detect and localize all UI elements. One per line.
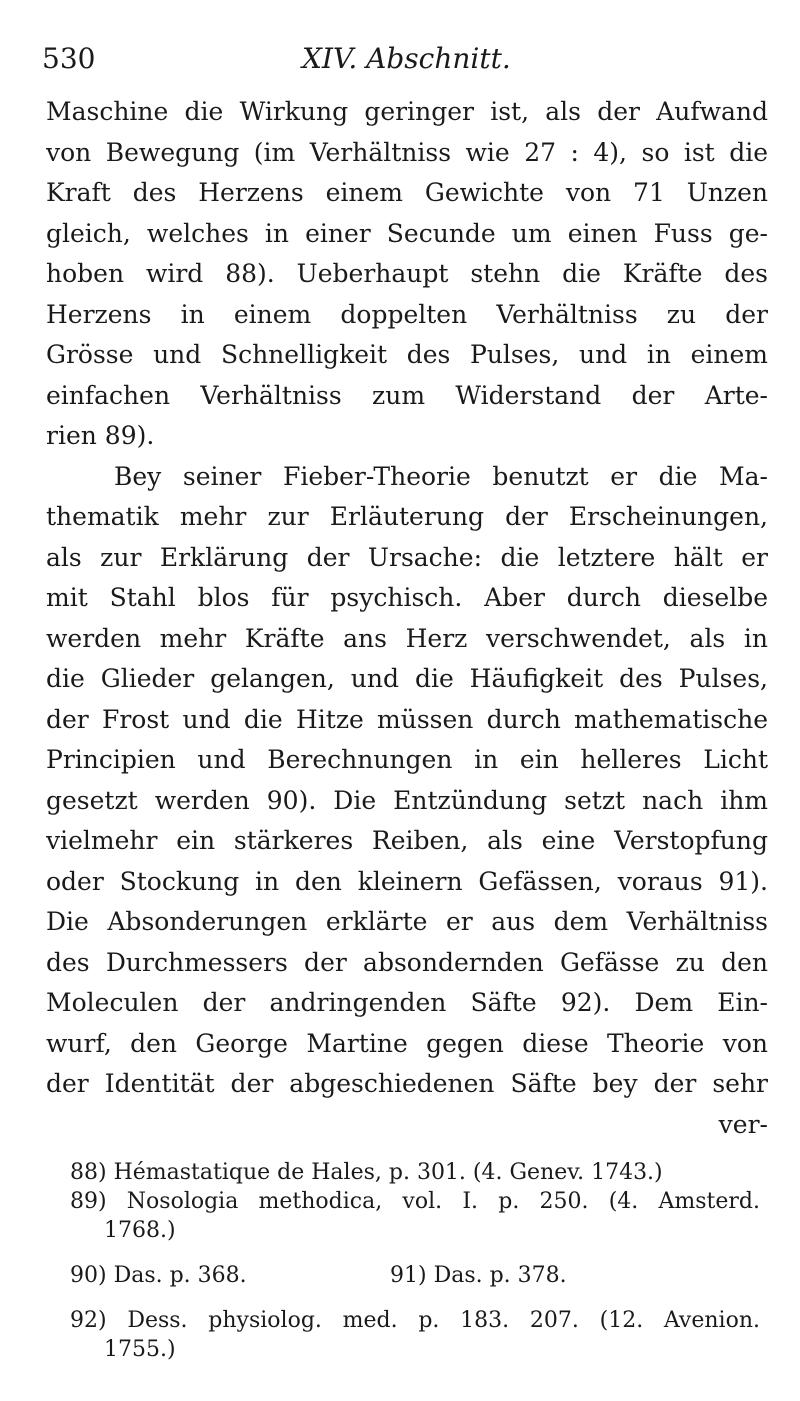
- footnotes: [70, 1158, 760, 1364]
- text-line: hoben wird 88). Ueberhaupt stehn die Kräfte des: [46, 259, 768, 288]
- text-line: Die Absonderungen erklärte er aus dem Verhältniss: [46, 907, 768, 936]
- page-header: [42, 36, 762, 82]
- text-line: Moleculen der andringenden Säfte 92). Dem Ein-: [46, 988, 768, 1017]
- text-line: Grösse und Schnelligkeit des Pulses, und in einem: [46, 340, 768, 369]
- footnote-88: 88) Hémastatique de Hales, p. 301. (4. Genev. 1743.): [70, 1160, 663, 1185]
- footnote-89: 89) Nosologia methodica, vol. I. p. 250. (4. Amsterd.: [70, 1189, 760, 1214]
- text-line: Kraft des Herzens einem Gewichte von 71 Unzen: [46, 178, 768, 207]
- footnote-92-continuation: 1755.): [104, 1337, 176, 1362]
- footnote-89-continuation: 1768.): [104, 1218, 176, 1243]
- text-line: von Bewegung (im Verhältniss wie 27 : 4), so ist die: [46, 137, 768, 167]
- text-line: Principien und Berechnungen in ein helleres Licht: [46, 745, 768, 774]
- text-line: mit Stahl blos für psychisch. Aber durch dieselbe: [46, 583, 768, 612]
- text-line: der Identität der abgeschiedenen Säfte bey der sehr: [46, 1069, 768, 1098]
- footnote-92: 92) Dess. physiolog. med. p. 183. 207. (12. Avenion.: [70, 1308, 760, 1333]
- text-line: werden mehr Kräfte ans Herz verschwendet, als in: [46, 623, 768, 653]
- paragraph-start-line: Bey seiner Fieber-Theorie benutzt er die Ma-: [114, 461, 768, 491]
- footnote-90: 90) Das. p. 368.: [70, 1263, 247, 1288]
- catchword: ver-: [718, 1109, 768, 1139]
- text-line: Maschine die Wirkung geringer ist, als der Aufwand: [46, 97, 768, 126]
- text-line: der Frost und die Hitze müssen durch mathematische: [46, 704, 768, 734]
- footnote-91: 91) Das. p. 378.: [390, 1263, 567, 1288]
- text-line: vielmehr ein stärkeres Reiben, als eine Verstopfung: [46, 826, 768, 855]
- body-text: [46, 92, 768, 1145]
- page-number: 530: [42, 42, 96, 75]
- text-line: gesetzt werden 90). Die Entzündung setzt nach ihm: [46, 785, 768, 815]
- text-line: des Durchmessers der absondernden Gefässe zu den: [46, 947, 768, 977]
- text-line: einfachen Verhältniss zum Widerstand der Arte-: [46, 380, 768, 410]
- text-line: wurf, den George Martine gegen diese Theorie von: [46, 1028, 768, 1058]
- text-line: als zur Erklärung der Ursache: die letztere hält er: [46, 542, 768, 572]
- text-line: oder Stockung in den kleinern Gefässen, voraus 91).: [46, 866, 768, 896]
- text-line: gleich, welches in einer Secunde um einen Fuss ge-: [46, 218, 768, 248]
- text-line: rien 89).: [46, 421, 155, 450]
- text-line: die Glieder gelangen, und die Häufigkeit des Pulses,: [46, 664, 768, 693]
- running-head: XIV. Abschnitt.: [302, 42, 511, 75]
- footnote-row-90-91: [70, 1261, 760, 1290]
- text-line: Herzens in einem doppelten Verhältniss zu der: [46, 299, 768, 329]
- text-line: thematik mehr zur Erläuterung der Erscheinungen,: [46, 502, 768, 531]
